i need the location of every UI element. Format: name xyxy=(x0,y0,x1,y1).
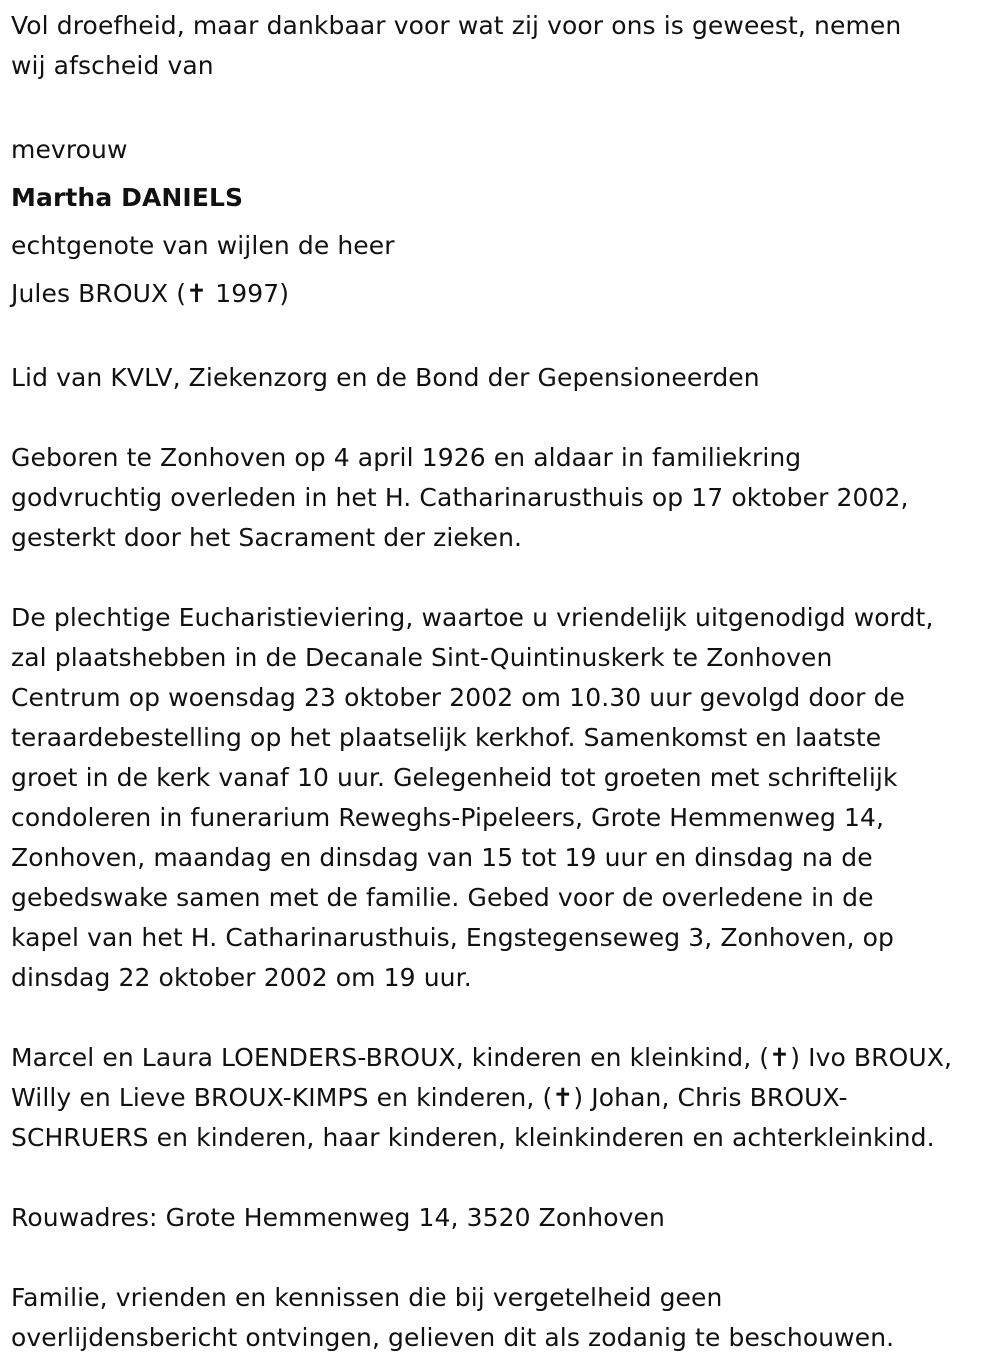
text-line: Marcel en Laura LOENDERS-BROUX, kinderen en kleinkind, (✝) Ivo BROUX, xyxy=(11,1043,953,1072)
intro-paragraph xyxy=(11,6,996,86)
deceased-block xyxy=(11,126,996,318)
text-line: Vol droefheid, maar dankbaar voor wat zij voor ons is geweest, nemen xyxy=(11,11,902,40)
text-line: gesterkt door het Sacrament der zieken. xyxy=(11,523,523,552)
text-line: dinsdag 22 oktober 2002 om 19 uur. xyxy=(11,963,472,992)
text-line: gebedswake samen met de familie. Gebed voor de overledene in de xyxy=(11,883,874,912)
text-line: godvruchtig overleden in het H. Catharinarusthuis op 17 oktober 2002, xyxy=(11,483,909,512)
membership-paragraph xyxy=(11,358,996,398)
spouse-name: Jules BROUX (✝ 1997) xyxy=(11,279,290,308)
text-line: zal plaatshebben in de Decanale Sint-Quintinuskerk te Zonhoven xyxy=(11,643,833,672)
deceased-name: Martha DANIELS xyxy=(11,183,244,212)
text-line: teraardebestelling op het plaatselijk kerkhof. Samenkomst en laatste xyxy=(11,723,882,752)
deceased-relation: echtgenote van wijlen de heer xyxy=(11,231,395,260)
paragraph-gap xyxy=(11,86,996,126)
text-line: kapel van het H. Catharinarusthuis, Engstegenseweg 3, Zonhoven, op xyxy=(11,923,895,952)
text-line: wij afscheid van xyxy=(11,51,214,80)
text-line: SCHRUERS en kinderen, haar kinderen, kleinkinderen en achterkleinkind. xyxy=(11,1123,935,1152)
text-line: Centrum op woensdag 23 oktober 2002 om 10.30 uur gevolgd door de xyxy=(11,683,906,712)
text-line: Lid van KVLV, Ziekenzorg en de Bond der Gepensioneerden xyxy=(11,363,760,392)
text-line: Rouwadres: Grote Hemmenweg 14, 3520 Zonhoven xyxy=(11,1203,665,1232)
paragraph-gap xyxy=(11,1158,996,1198)
text-line: groet in de kerk vanaf 10 uur. Gelegenheid tot groeten met schriftelijk xyxy=(11,763,898,792)
text-line: condoleren in funerarium Reweghs-Pipeleers, Grote Hemmenweg 14, xyxy=(11,803,885,832)
text-line: Familie, vrienden en kennissen die bij vergetelheid geen xyxy=(11,1283,723,1312)
text-line: overlijdensbericht ontvingen, gelieven dit als zodanig te beschouwen. xyxy=(11,1323,895,1352)
text-line: Zonhoven, maandag en dinsdag van 15 tot 19 uur en dinsdag na de xyxy=(11,843,873,872)
obituary-text xyxy=(11,6,996,1358)
paragraph-gap xyxy=(11,318,996,358)
birth-death-paragraph xyxy=(11,438,996,558)
family-paragraph xyxy=(11,1038,996,1158)
text-line: Geboren te Zonhoven op 4 april 1926 en aldaar in familiekring xyxy=(11,443,802,472)
paragraph-gap xyxy=(11,558,996,598)
paragraph-gap xyxy=(11,1238,996,1278)
paragraph-gap xyxy=(11,398,996,438)
paragraph-gap xyxy=(11,998,996,1038)
deceased-title: mevrouw xyxy=(11,135,128,164)
ceremony-paragraph xyxy=(11,598,996,998)
closing-paragraph xyxy=(11,1278,996,1358)
text-line: De plechtige Eucharistieviering, waartoe u vriendelijk uitgenodigd wordt, xyxy=(11,603,934,632)
address-paragraph xyxy=(11,1198,996,1238)
text-line: Willy en Lieve BROUX-KIMPS en kinderen, (✝) Johan, Chris BROUX- xyxy=(11,1083,848,1112)
